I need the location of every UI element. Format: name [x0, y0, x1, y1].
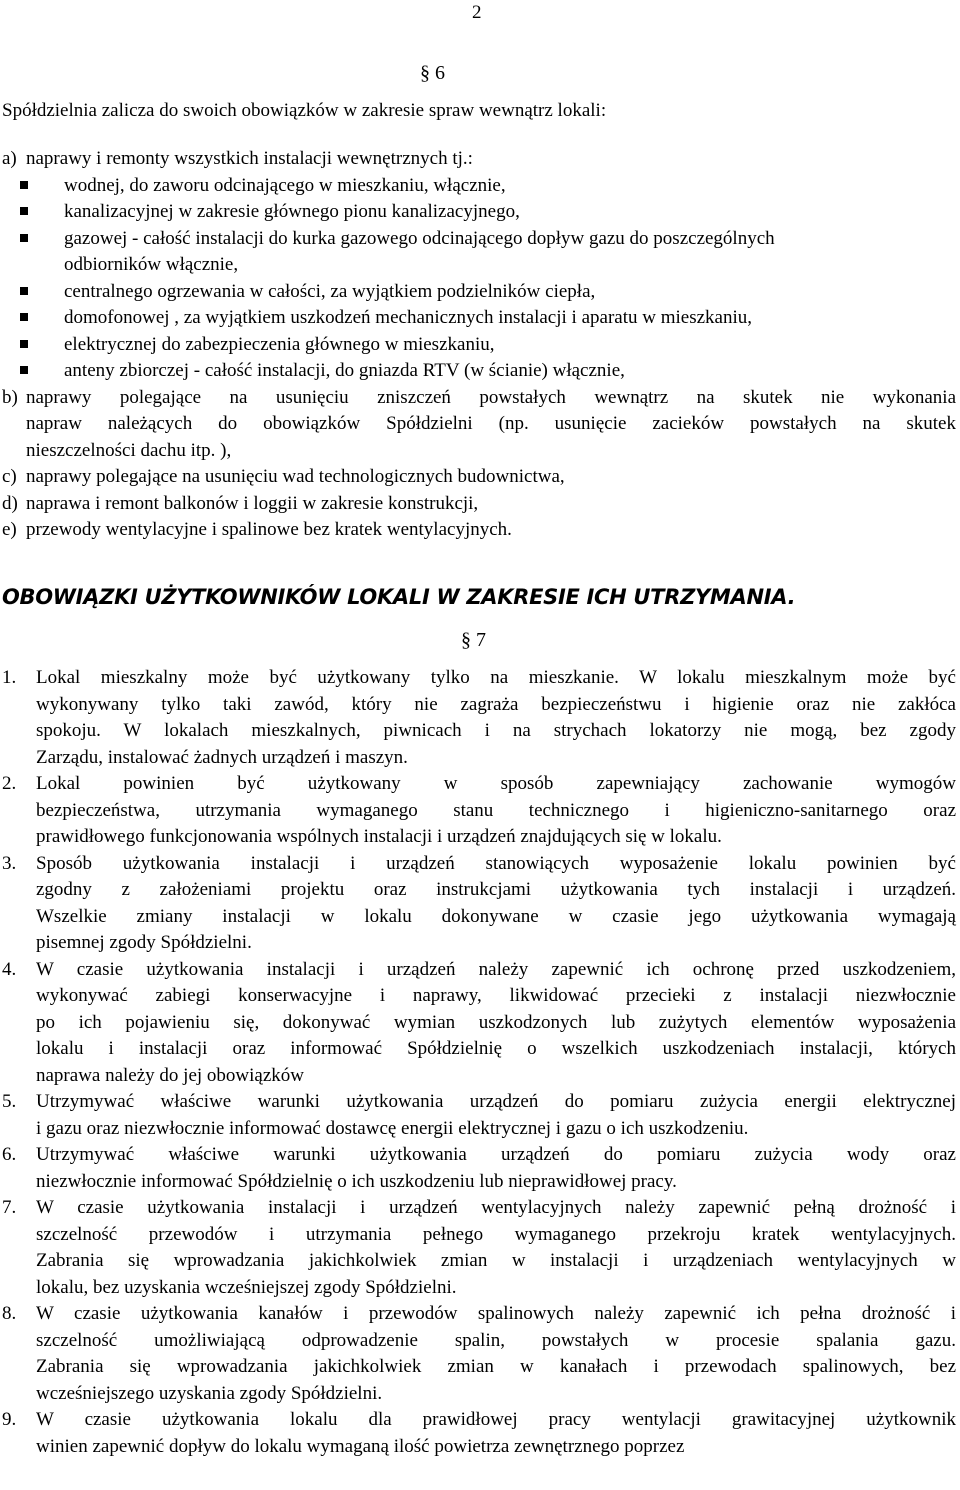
- item-e-label: e): [2, 519, 17, 540]
- section-6-items: [2, 146, 956, 544]
- list-item: gazowej - całość instalacji do kurka gazowego odcinającego dopływ gazu do poszczególnych odbiorników włącznie,: [2, 226, 956, 279]
- square-bullet-icon: [20, 181, 28, 189]
- section-7-mark: § 7: [461, 629, 486, 651]
- list-item: anteny zbiorczej - całość instalacji, do gniazda RTV (w ścianie) włącznie,: [2, 358, 956, 385]
- square-bullet-icon: [20, 234, 28, 242]
- item-number: 7.: [2, 1197, 17, 1218]
- list-item: 1. Lokal mieszkalny może być użytkowany tylko na mieszkanie. W lokalu mieszkalnym może być wykonywany tylko taki zawód, który nie zagraża bezpieczeństwu i higienie oraz nie zakłóca spokoju. W lokalach mieszkalnych, piwnicach i na strychach lokatorzy nie mogą, bez zgody Zarządu, instalować żadnych urządzeń i maszyn.: [2, 667, 956, 768]
- list-item: 5. Utrzymywać właściwe warunki użytkowania urządzeń do pomiaru zużycia energii elektrycznej i gazu oraz niezwłocznie informować dostawcę energii elektrycznej i gazu o ich uszkodzeniu.: [2, 1091, 956, 1139]
- list-item: elektrycznej do zabezpieczenia głównego w mieszkaniu,: [2, 332, 956, 359]
- item-b: b) naprawy polegające na usunięciu zniszczeń powstałych wewnątrz na skutek nie wykonania napraw należących do obowiązków Spółdzielni (np. usunięcie zacieków powstałych na skutek nieszczelności dachu itp. ),: [2, 386, 956, 461]
- square-bullet-icon: [20, 207, 28, 215]
- item-d: d) naprawa i remont balkonów i loggii w zakresie konstrukcji,: [2, 491, 956, 518]
- page-number: 2: [472, 2, 482, 23]
- item-a: [2, 146, 956, 173]
- list-item: kanalizacyjnej w zakresie głównego pionu kanalizacyjnego,: [2, 199, 956, 226]
- item-a-text: naprawy i remonty wszystkich instalacji wewnętrznych tj.:: [26, 148, 473, 169]
- gas-continuation: odbiorników włącznie,: [64, 254, 239, 275]
- item-b-label: b): [2, 386, 18, 408]
- section-heading: OBOWIĄZKI UŻYTKOWNIKÓW LOKALI W ZAKRESIE ICH UTRZYMANIA.: [2, 585, 796, 609]
- list-item: 6. Utrzymywać właściwe warunki użytkowania urządzeń do pomiaru zużycia wody oraz niezwłocznie informować Spółdzielnię o ich uszkodzeniu lub nieprawidłowej pracy.: [2, 1144, 956, 1192]
- list-item: domofonowej , za wyjątkiem uszkodzeń mechanicznych instalacji i aparatu w mieszkaniu,: [2, 305, 956, 332]
- item-c-label: c): [2, 466, 17, 487]
- list-item: 9. W czasie użytkowania lokalu dla prawidłowej pracy wentylacji grawitacyjnej użytkownik winien zapewnić dopływ do lokalu wymaganą ilość powietrza zewnętrznego poprzez: [2, 1409, 956, 1457]
- list-item: 3. Sposób użytkowania instalacji i urządzeń stanowiących wyposażenie lokalu powinien być zgodny z założeniami projektu oraz instrukcjami użytkowania tych instalacji i urządzeń. Wszelkie zmiany instalacji w lokalu dokonywane w czasie jego użytkowania wymagają pisemnej zgody Spółdzielni.: [2, 852, 956, 953]
- item-number: 2.: [2, 773, 17, 794]
- square-bullet-icon: [20, 287, 28, 295]
- square-bullet-icon: [20, 366, 28, 374]
- item-number: 4.: [2, 958, 17, 980]
- item-number: 9.: [2, 1409, 17, 1430]
- item-number: 5.: [2, 1091, 17, 1112]
- list-item: wodnej, do zaworu odcinającego w mieszkaniu, włącznie,: [2, 173, 956, 200]
- item-number: 1.: [2, 667, 17, 688]
- square-bullet-icon: [20, 313, 28, 321]
- list-item: centralnego ogrzewania w całości, za wyjątkiem podzielników ciepła,: [2, 279, 956, 306]
- section-6-intro: Spółdzielnia zalicza do swoich obowiązków w zakresie spraw wewnątrz lokali:: [2, 100, 607, 121]
- square-bullet-icon: [20, 340, 28, 348]
- item-c: c) naprawy polegające na usunięciu wad technologicznych budownictwa,: [2, 464, 956, 491]
- item-e: e) przewody wentylacyjne i spalinowe bez kratek wentylacyjnych.: [2, 517, 956, 544]
- item-number: 8.: [2, 1303, 17, 1324]
- item-number: 3.: [2, 852, 17, 874]
- list-item: 7. W czasie użytkowania instalacji i urządzeń wentylacyjnych należy zapewnić pełną drożność i szczelność przewodów i utrzymania pełnego wymaganego przekroju kratek wentylacyjnych. Zabrania się wprowadzania jakichkolwiek zmian w instalacji i urządzeniach wentylacyjnych w lokalu, bez uzyskania wcześniejszej zgody Spółdzielni.: [2, 1197, 956, 1298]
- item-d-label: d): [2, 492, 18, 514]
- item-a-label: a): [2, 148, 17, 169]
- list-item: 2. Lokal powinien być użytkowany w sposób zapewniający zachowanie wymogów bezpieczeństwa, utrzymania wymaganego stanu technicznego i higieniczno-sanitarnego oraz prawidłowego funkcjonowania wspólnych instalacji i urządzeń znajdujących się w lokalu.: [2, 773, 956, 847]
- section-6-mark: § 6: [420, 62, 445, 84]
- installation-bullet-list: [2, 173, 956, 385]
- list-item: 4. W czasie użytkowania instalacji i urządzeń należy zapewnić ich ochronę przed uszkodzeniem, wykonywać zabiegi konserwacyjne i naprawy, likwidować przecieki z instalacji niezwłocznie po ich pojawieniu się, dokonywać wymian uszkodzonych lub zużytych elementów wyposażenia lokalu i instalacji oraz informować Spółdzielnię o wszelkich uszkodzeniach instalacji, których naprawa należy do jej obowiązków: [2, 958, 956, 1086]
- section-7-list: [2, 665, 956, 1460]
- item-number: 6.: [2, 1144, 17, 1165]
- list-item: 8. W czasie użytkowania kanałów i przewodów spalinowych należy zapewnić ich pełna drożność i szczelność umożliwiającą odprowadzenie spalin, powstałych w procesie spalania gazu. Zabrania się wprowadzania jakichkolwiek zmian w kanałach i przewodach spalinowych, bez wcześniejszego uzyskania zgody Spółdzielni.: [2, 1303, 956, 1404]
